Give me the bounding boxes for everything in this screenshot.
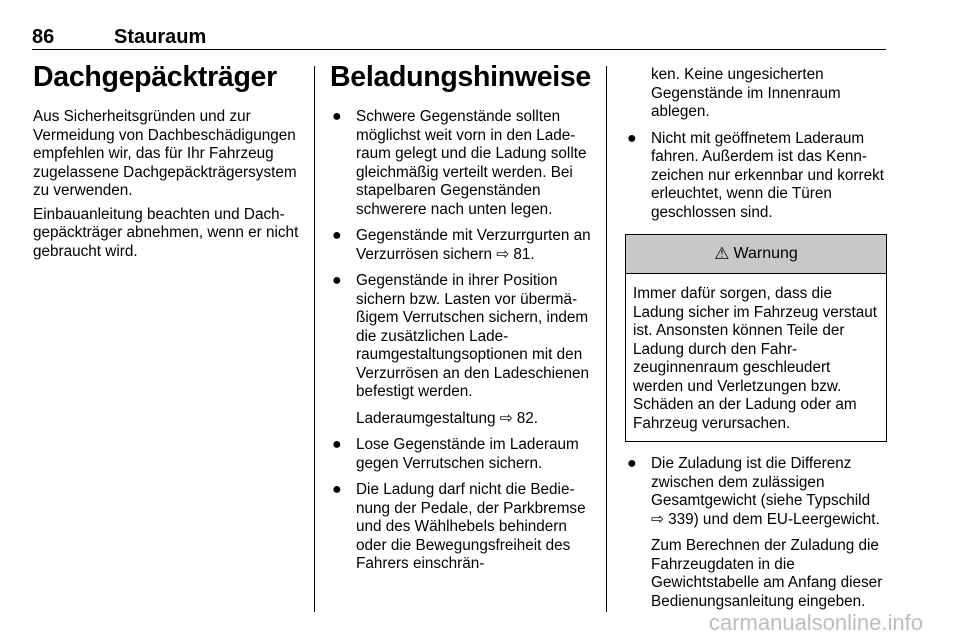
bullet-icon: ●	[332, 481, 342, 498]
paragraph: Einbauanleitung beachten und Dachgepäckträger abnehmen, wenn er nicht gebraucht wird.	[33, 205, 299, 260]
list-item	[330, 481, 592, 574]
heading-roof-rack: Dachgepäckträger	[33, 61, 277, 93]
list-item-text: Die Ladung darf nicht die Bedienung der Pedale, der Parkbremse und des Wählhebels behindern oder die Bewegungsfreiheit des Fahrers einschrän-	[356, 481, 586, 572]
bullet-list	[330, 436, 592, 574]
list-item-text: Gegenstände in ihrer Position sichern bzw. Lasten vor übermäßigem Verrutschen sichern, indem die zusätzlichen Laderaumgestaltungsoptionen mit den Verzurrösen an den Ladeschienen befestigt werden.	[356, 272, 590, 400]
bullet-icon: ●	[332, 108, 342, 125]
list-item	[330, 227, 592, 264]
bullet-list	[625, 130, 887, 223]
column-roof-rack	[33, 60, 303, 266]
list-item	[625, 130, 887, 223]
list-item-text: Die Zuladung ist die Differenz zwischen dem zulässigen Gesamtgewicht (siehe Typschild ⇨ 339) und dem EU-Leergewicht.	[651, 455, 880, 528]
page-header	[32, 25, 886, 50]
list-item-text: Gegenstände mit Verzurrgurten an Verzurrösen sichern ⇨ 81.	[356, 227, 591, 263]
column-divider	[314, 66, 315, 612]
paragraph: Aus Sicherheitsgründen und zur Vermeidung von Dachbeschädigungen empfehlen wir, das für Ihr Fahrzeug zugelassene Dachgepäckträgersystem zu verwenden.	[33, 108, 297, 199]
bullet-icon: ●	[627, 455, 637, 472]
section-title: Stauraum	[114, 26, 207, 48]
cross-reference-text: Laderaumgestaltung ⇨ 82.	[356, 409, 539, 427]
warning-header	[626, 235, 886, 274]
bullet-icon: ●	[332, 436, 342, 453]
list-item	[625, 455, 887, 529]
page-number: 86	[32, 26, 55, 48]
column-loading-hints	[330, 60, 592, 582]
list-item-text: Nicht mit geöffnetem Laderaum fahren. Außerdem ist das Kennzeichen nur erkennbar und korrekt erleuchtet, wenn die Türen geschlossen sind.	[651, 129, 884, 221]
list-item	[330, 108, 592, 219]
list-item-text: Schwere Gegenstände sollten möglichst weit vorn in den Laderaum gelegt und die Ladung sollte gleichmäßig verteilt werden. Bei stapelbaren Gegenständen schwerere nach unten legen.	[356, 108, 587, 218]
column-continued	[625, 66, 887, 619]
heading-loading-hints: Beladungshinweise	[330, 61, 591, 93]
bullet-icon: ●	[332, 227, 342, 244]
column-divider	[606, 66, 607, 612]
warning-title: Warnung	[733, 244, 798, 262]
watermark: carmanualsonline.info	[708, 610, 923, 635]
bullet-list	[625, 455, 887, 529]
bullet-list	[330, 108, 592, 402]
warning-text: Immer dafür sorgen, dass die Ladung sicher im Fahrzeug verstaut ist. Ansonsten können Teile der Ladung durch den Fahrzeuginnenraum geschleudert werden und Verletzungen bzw. Schäden an der Ladung oder am Fahrzeug verursachen.	[633, 285, 878, 432]
list-item-text: Lose Gegenstände im Laderaum gegen Verrutschen sichern.	[356, 436, 579, 472]
list-item	[330, 436, 592, 473]
warning-triangle-icon: ⚠	[714, 243, 730, 263]
continued-text: ken. Keine ungesicherten Gegenstände im Innenraum ablegen.	[651, 66, 841, 120]
list-item	[330, 272, 592, 402]
bullet-icon: ●	[332, 272, 342, 289]
bullet-icon: ●	[627, 129, 637, 147]
warning-box	[625, 234, 887, 442]
continued-text: Zum Berechnen der Zuladung die Fahrzeugdaten in die Gewichtstabelle am Anfang dieser Bedienungsanleitung eingeben.	[651, 537, 883, 610]
